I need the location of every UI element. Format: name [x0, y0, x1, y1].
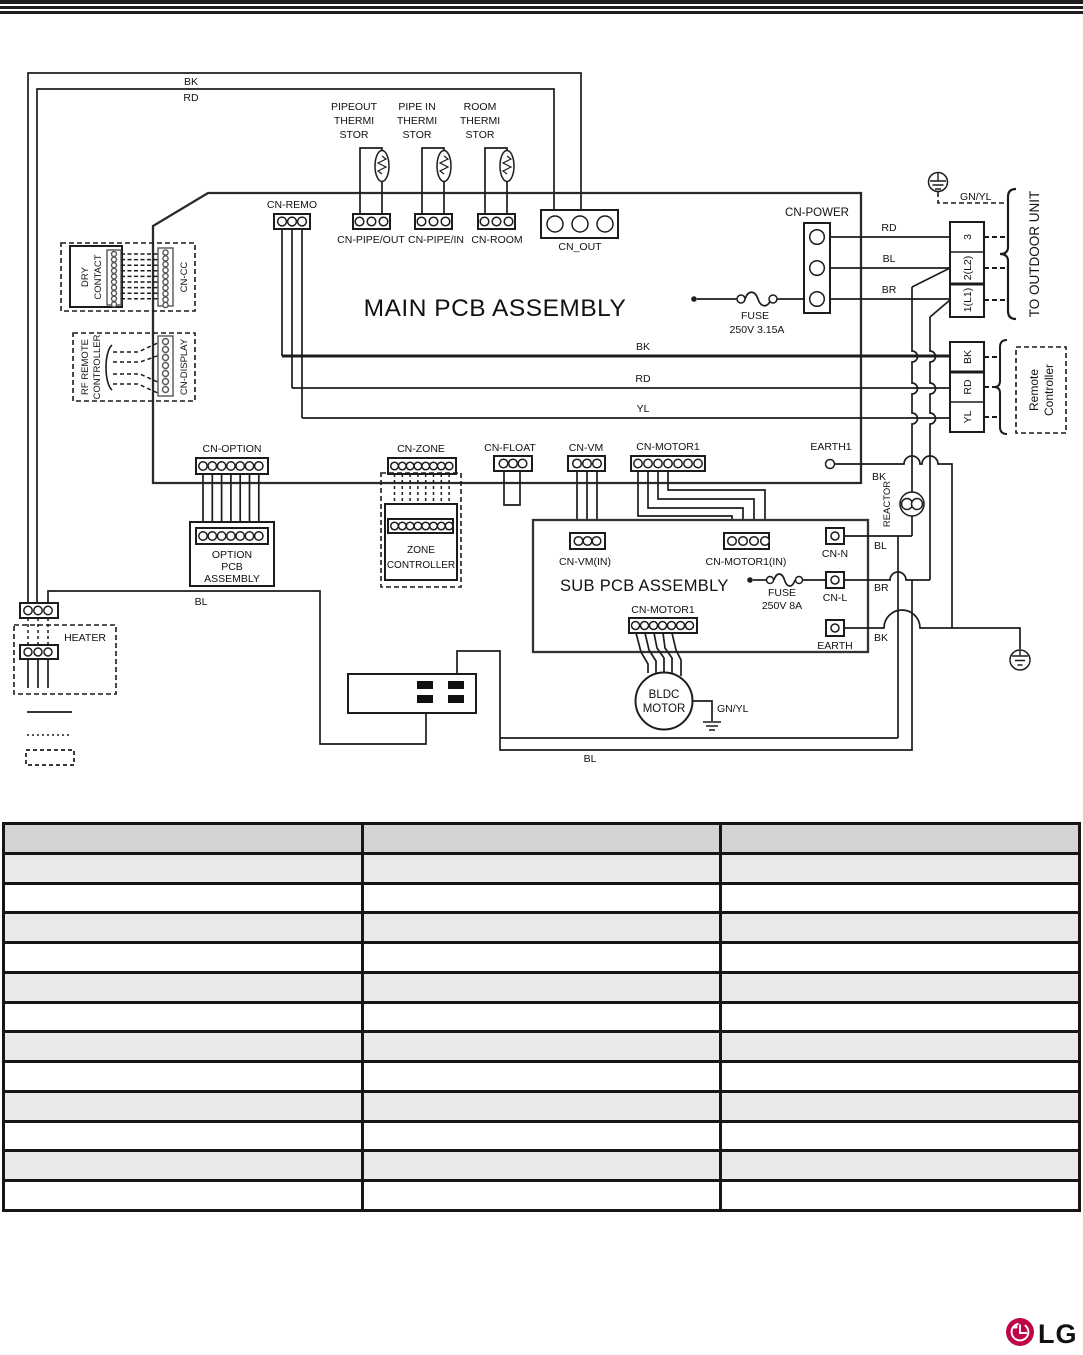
- cn-motor1-sub: [629, 604, 697, 633]
- table-cell: [362, 1062, 721, 1092]
- cn-motor1-label: CN-MOTOR1: [636, 441, 700, 453]
- wire-label-br-sub: BR: [874, 582, 889, 594]
- line-legend: [26, 712, 74, 765]
- table-cell: [362, 883, 721, 913]
- earth1-label: EARTH1: [810, 441, 852, 453]
- table-cell: [4, 824, 363, 854]
- terminal-strip: [348, 674, 476, 713]
- cn-float: [484, 442, 536, 505]
- wire-label-bl-bottom: BL: [583, 753, 597, 765]
- svg-text:STOR: STOR: [465, 129, 495, 141]
- table-cell: [4, 1062, 363, 1092]
- table-cell: [362, 1181, 721, 1211]
- svg-text:PIPEOUT: PIPEOUT: [330, 101, 378, 113]
- terminal-2l2: 2(L2): [962, 255, 974, 281]
- terminal-3: 3: [962, 234, 974, 240]
- cn-n-label: CN-N: [821, 548, 849, 560]
- pipein-thermistor: [397, 101, 451, 214]
- rf-remote-label-1: RF REMOTE: [80, 339, 91, 395]
- terminal-rd: RD: [962, 379, 974, 395]
- table-cell: [362, 853, 721, 883]
- remote-wires: [282, 229, 950, 418]
- table-cell: [721, 1121, 1080, 1151]
- wire-label-gnyl-top: GN/YL: [960, 191, 992, 203]
- zone-controller-label-1: ZONE: [407, 545, 435, 556]
- table-cell: [4, 1091, 363, 1121]
- table-cell: [721, 1151, 1080, 1181]
- cn-option: [190, 443, 274, 586]
- table-row: [4, 1032, 1080, 1062]
- table-cell: [721, 972, 1080, 1002]
- table-row: [4, 824, 1080, 854]
- table-cell: [721, 1002, 1080, 1032]
- zone-controller-label-2: CONTROLLER: [386, 560, 456, 571]
- cn-display-label: CN-DISPLAY: [179, 338, 190, 396]
- earth-label: EARTH: [817, 640, 853, 652]
- cn-power-label: CN-POWER: [785, 207, 849, 219]
- svg-text:STOR: STOR: [402, 129, 432, 141]
- cn-pipe-out-connector: [337, 214, 405, 246]
- motor-ground-symbol: [703, 722, 721, 730]
- cn-pipe-in-connector: [408, 214, 464, 246]
- terminal-bk: BK: [962, 349, 974, 365]
- table-cell: [4, 913, 363, 943]
- wire-label-gnyl-motor: GN/YL: [717, 703, 749, 715]
- cn-l-label: CN-L: [822, 592, 848, 604]
- table-row: [4, 913, 1080, 943]
- table-cell: [4, 1151, 363, 1181]
- cn-l-connector: [823, 572, 848, 604]
- table-cell: [4, 883, 363, 913]
- table-cell: [721, 853, 1080, 883]
- cn-vm-label: CN-VM: [568, 442, 604, 454]
- gnyl-earth-top: [929, 173, 1007, 204]
- table-cell: [4, 943, 363, 973]
- table-cell: [362, 1032, 721, 1062]
- cn-remo-label: CN-REMO: [266, 199, 318, 211]
- cn-vm-in-label: CN-VM(IN): [559, 556, 611, 568]
- cn-zone: [381, 443, 461, 587]
- sub-pcb-assembly: [533, 520, 868, 652]
- svg-text:THERMI: THERMI: [396, 115, 438, 127]
- heater: [14, 591, 426, 744]
- cn-motor1-sub-label: CN-MOTOR1: [631, 604, 695, 616]
- remote-controller-label-1: Remote: [1027, 368, 1041, 412]
- table-row: [4, 1181, 1080, 1211]
- bldc-label-1: BLDC: [648, 689, 680, 701]
- option-pcb-label-1: OPTION: [211, 549, 253, 561]
- table-cell: [4, 972, 363, 1002]
- wire-label-bl-sub: BL: [874, 540, 887, 552]
- cn-power-connector: [785, 207, 849, 313]
- lg-wordmark: LG: [1038, 1319, 1078, 1349]
- bldc-label-2: MOTOR: [642, 703, 686, 715]
- table-cell: [362, 972, 721, 1002]
- table-cell: [4, 1032, 363, 1062]
- svg-text:PIPE IN: PIPE IN: [398, 101, 436, 113]
- cn-motor1-in-label: CN-MOTOR1(IN): [705, 556, 787, 568]
- table-cell: [721, 913, 1080, 943]
- table-cell: [721, 1091, 1080, 1121]
- wire-label-bk-sub: BK: [874, 632, 889, 644]
- cn-pipe-out-label: CN-PIPE/OUT: [337, 234, 405, 246]
- wire-label-yl-mid: YL: [636, 403, 650, 415]
- dry-contact-label-2: CONTACT: [93, 254, 104, 300]
- sub-fuse-label: FUSE: [767, 587, 797, 599]
- table-cell: [4, 1181, 363, 1211]
- remote-controller-label-2: Controller: [1042, 363, 1056, 417]
- table-cell: [721, 1181, 1080, 1211]
- rf-remote-controller: [73, 333, 195, 401]
- incoming-power-wires: [28, 73, 581, 603]
- wire-label-rd-mid: RD: [635, 373, 651, 385]
- remote-terminal-block: [950, 340, 1066, 434]
- table-cell: [362, 1151, 721, 1181]
- sub-fuse-rating: 250V 8A: [761, 600, 803, 612]
- table-row: [4, 883, 1080, 913]
- outdoor-terminal-block: [950, 189, 1042, 319]
- table-cell: [362, 913, 721, 943]
- wire-label-bk-earth: BK: [872, 471, 887, 483]
- reactor-label: REACTOR: [882, 480, 893, 528]
- cn-n-connector: [822, 528, 848, 560]
- table-row: [4, 1002, 1080, 1032]
- cn-option-label: CN-OPTION: [202, 443, 262, 455]
- wire-label-br-power: BR: [881, 284, 897, 296]
- wire-label-bl-power: BL: [882, 253, 896, 265]
- cn-zone-label: CN-ZONE: [397, 443, 445, 455]
- table-cell: [4, 1002, 363, 1032]
- table-cell: [362, 824, 721, 854]
- table-cell: [362, 1002, 721, 1032]
- wire-label-rd: RD: [183, 92, 199, 104]
- terminal-yl: YL: [962, 410, 974, 424]
- to-outdoor-unit-label: TO OUTDOOR UNIT: [1027, 190, 1042, 318]
- cn-pipe-in-label: CN-PIPE/IN: [407, 234, 465, 246]
- heater-label: HEATER: [64, 632, 106, 644]
- main-fuse: [691, 292, 804, 336]
- rf-remote-label-2: CONTROLLER: [92, 334, 103, 400]
- cn-room-label: CN-ROOM: [471, 234, 523, 246]
- table-cell: [721, 1032, 1080, 1062]
- cn-out-label: CN_OUT: [558, 241, 602, 253]
- table-cell: [721, 824, 1080, 854]
- wire-label-rd-power: RD: [881, 222, 897, 234]
- power-wires: [830, 222, 950, 317]
- cn-float-label: CN-FLOAT: [484, 442, 536, 454]
- cn-remo-connector: [267, 199, 317, 229]
- remote-brace: [994, 340, 1007, 434]
- fuse-label: FUSE: [740, 310, 770, 322]
- pipeout-thermistor: [331, 101, 389, 214]
- cn-out-connector: [541, 210, 618, 253]
- main-pcb-title: MAIN PCB ASSEMBLY: [363, 295, 627, 322]
- table-cell: [4, 1121, 363, 1151]
- svg-text:THERMI: THERMI: [333, 115, 375, 127]
- option-pcb-label-3: ASSEMBLY: [204, 573, 260, 585]
- lg-logo: [993, 1306, 1083, 1354]
- table-cell: [362, 943, 721, 973]
- table-cell: [362, 1121, 721, 1151]
- parts-table: [2, 822, 1081, 1212]
- dry-contact-label-1: DRY: [80, 267, 91, 287]
- table-cell: [721, 943, 1080, 973]
- table-row: [4, 1062, 1080, 1092]
- cn-room-connector: [471, 214, 522, 246]
- sub-pcb-title: SUB PCB ASSEMBLY: [560, 577, 729, 595]
- table-row: [4, 1091, 1080, 1121]
- dry-contact: [61, 243, 195, 311]
- option-pcb-label-2: PCB: [221, 561, 243, 573]
- wire-label-bk: BK: [183, 76, 199, 88]
- fuse-rating: 250V 3.15A: [729, 324, 785, 336]
- room-thermistor: [460, 101, 514, 214]
- terminal-1l1: 1(L1): [962, 287, 974, 313]
- table-row: [4, 972, 1080, 1002]
- table-cell: [721, 1062, 1080, 1092]
- table-row: [4, 1121, 1080, 1151]
- wire-label-bl-heater: BL: [194, 596, 208, 608]
- table-cell: [4, 853, 363, 883]
- table-row: [4, 1151, 1080, 1181]
- svg-text:ROOM: ROOM: [463, 101, 497, 113]
- cn-cc-label: CN-CC: [179, 261, 190, 293]
- svg-text:THERMI: THERMI: [459, 115, 501, 127]
- parts-table-grid: [2, 822, 1081, 1212]
- table-cell: [721, 883, 1080, 913]
- wire-label-bk-mid: BK: [635, 341, 651, 353]
- table-cell: [362, 1091, 721, 1121]
- table-row: [4, 943, 1080, 973]
- svg-text:STOR: STOR: [339, 129, 369, 141]
- table-row: [4, 853, 1080, 883]
